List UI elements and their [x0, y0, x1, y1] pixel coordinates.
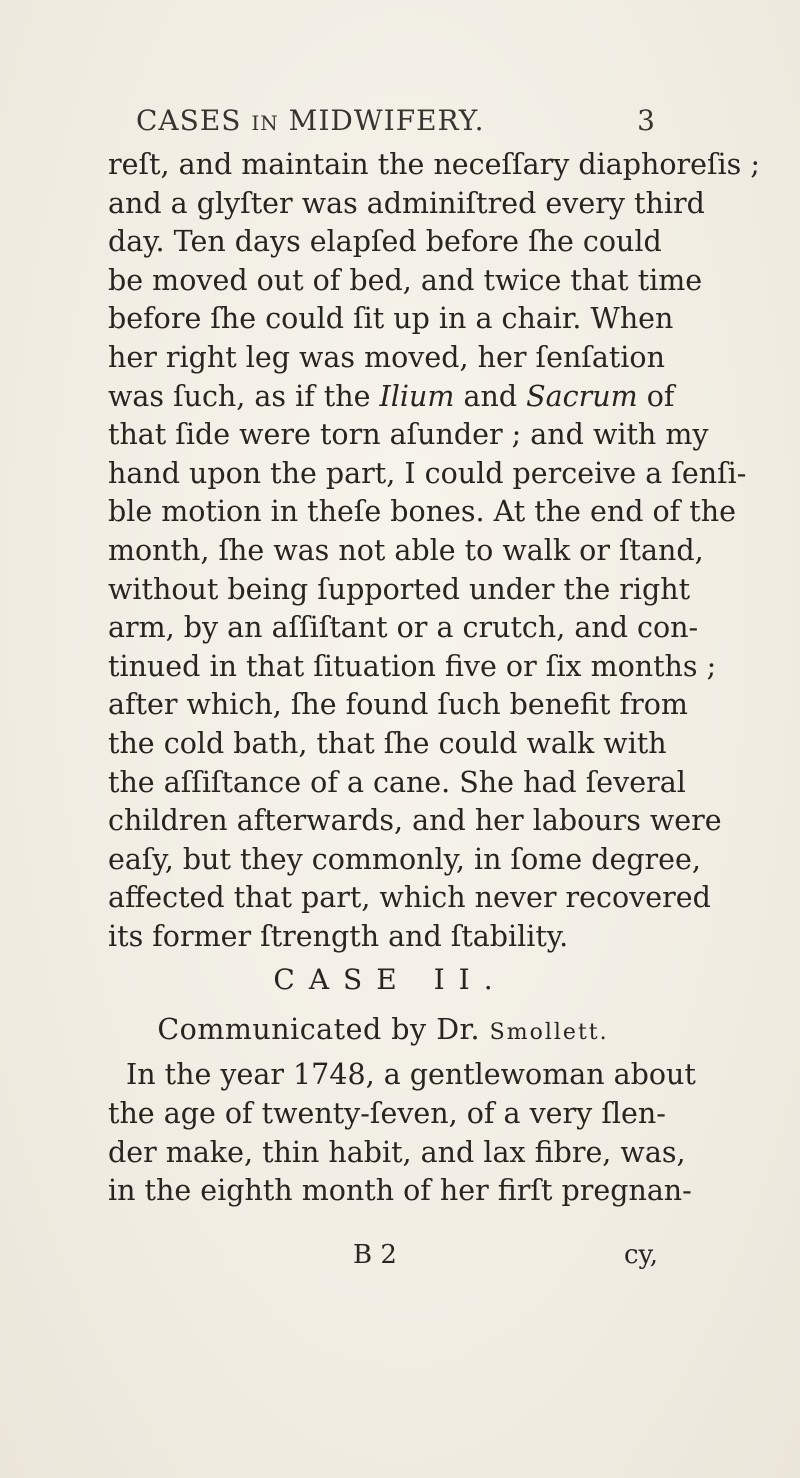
communicated-by: Communicated by Dr. Smollett. [157, 1013, 609, 1047]
text-line: and a glyſter was adminiſtred every third [108, 186, 705, 220]
text-line: its former ſtrength and ſtability. [108, 919, 569, 953]
running-title [136, 104, 485, 137]
title-word-midwifery: MIDWIFERY. [288, 104, 485, 137]
text-line: ble motion in theſe bones. At the end of the [108, 495, 736, 529]
italic-ilium: Ilium [379, 379, 455, 413]
text-line: after which, ſhe found ſuch benefit from [108, 688, 688, 722]
text-line: without being ſupported under the right [108, 572, 691, 606]
text-line: hand upon the part, I could perceive a ſenſi- [108, 456, 747, 490]
body-text [108, 146, 760, 1211]
title-word-in: IN [251, 111, 279, 135]
text-line: month, ſhe was not able to walk or ſtand, [108, 533, 704, 567]
running-header [136, 104, 656, 144]
text-line: der make, thin habit, and lax fibre, was, [108, 1135, 686, 1169]
italic-sacrum: Sacrum [526, 379, 638, 413]
text-line: before ſhe could ſit up in a chair. When [108, 302, 674, 336]
text-line: her right leg was moved, her ſenſation [108, 340, 665, 374]
text-line: eaſy, but they commonly, in ſome degree, [108, 842, 701, 876]
signature-mark: B 2 [353, 1240, 397, 1270]
text-line: was ſuch, as if the Ilium and Sacrum of [108, 379, 675, 413]
text-line: the aſſiſtance of a cane. She had ſeveral [108, 765, 686, 799]
text-line: be moved out of bed, and twice that time [108, 263, 703, 297]
text-line: the cold bath, that ſhe could walk with [108, 726, 667, 760]
author-name: Smollett. [489, 1020, 609, 1046]
page-number: 3 [637, 104, 656, 137]
text-line: that ſide were torn aſunder ; and with my [108, 418, 709, 452]
text-line: day. Ten days elapſed before ſhe could [108, 225, 662, 259]
text-line: the age of twenty-ſeven, of a very ſlen- [108, 1097, 666, 1131]
text-line: In the year 1748, a gentlewoman about [126, 1058, 696, 1092]
text-line: in the eighth month of her firſt pregnan- [108, 1174, 692, 1208]
text-line: reſt, and maintain the neceſſary diaphoreſis ; [108, 148, 760, 181]
text-line: children afterwards, and her labours were [108, 804, 722, 838]
case-heading: CASE II. [273, 963, 507, 997]
catchword: cy, [623, 1240, 658, 1270]
text-line: tinued in that ſituation five or ſix months ; [108, 649, 717, 683]
text-line: affected that part, which never recovered [108, 881, 711, 915]
page-footer [108, 1240, 658, 1280]
title-word-cases: CASES [136, 104, 242, 137]
text-line: arm, by an aſſiſtant or a crutch, and con- [108, 611, 699, 645]
